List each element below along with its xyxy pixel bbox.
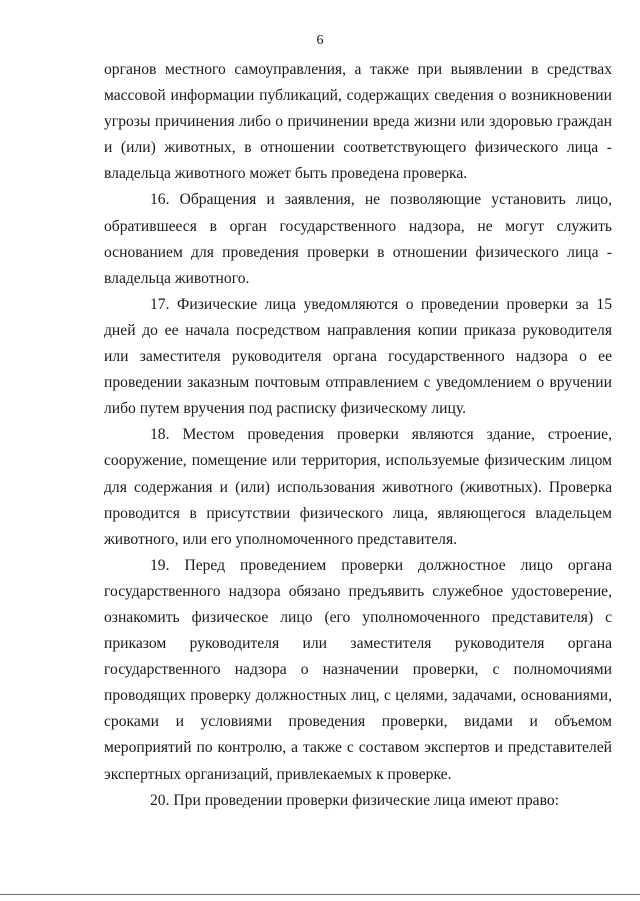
paragraph-17: 17. Физические лица уведомляются о проведении проверки за 15 дней до ее начала посредством направления копии приказа руководителя или заместителя руководителя органа государственного надзора о ее проведении заказным почтовым отправлением с уведомлением о вручении либо путем вручения под расписку физическому лицу. bbox=[104, 295, 612, 418]
page-number: 6 bbox=[316, 33, 324, 48]
paragraph-19: 19. Перед проведением проверки должностное лицо органа государственного надзора обязано предъявить служебное удостоверение, ознакомить физическое лицо (его уполномоченного представителя) с приказом руководителя или заместителя руководителя органа государственного надзора о назначении проверки, с полномочиями проводящих проверку должностных лиц, с целями, задачами, основаниями, сроками и условиями проведения проверки, видами и объемом мероприятий по контролю, а также с составом экспертов и представителей экспертных организаций, привлекаемых к проверке. bbox=[104, 556, 612, 783]
bottom-rule bbox=[0, 894, 640, 895]
paragraph-20: 20. При проведении проверки физические лица имеют право: bbox=[150, 791, 559, 809]
paragraph-16: 16. Обращения и заявления, не позволяющие установить лицо, обратившееся в орган государственного надзора, не могут служить основанием для проведения проверки в отношении физического лица - владельца животного. bbox=[104, 191, 612, 287]
body-text bbox=[104, 57, 612, 814]
paragraph-18: 18. Местом проведения проверки являются здание, строение, сооружение, помещение или территория, используемые физическим лицом для содержания и (или) использования животного (животных). Проверка проводится в присутствии физического лица, являющегося владельцем животного, или его уполномоченного представителя. bbox=[104, 426, 612, 548]
paragraph-continuation: органов местного самоуправления, а также при выявлении в средствах массовой информации публикаций, содержащих сведения о возникновении угрозы причинения либо о причинении вреда жизни или здоровью граждан и (или) животных, в отношении соответствующего физического лица - владельца животного может быть проведена проверка. bbox=[104, 61, 612, 183]
